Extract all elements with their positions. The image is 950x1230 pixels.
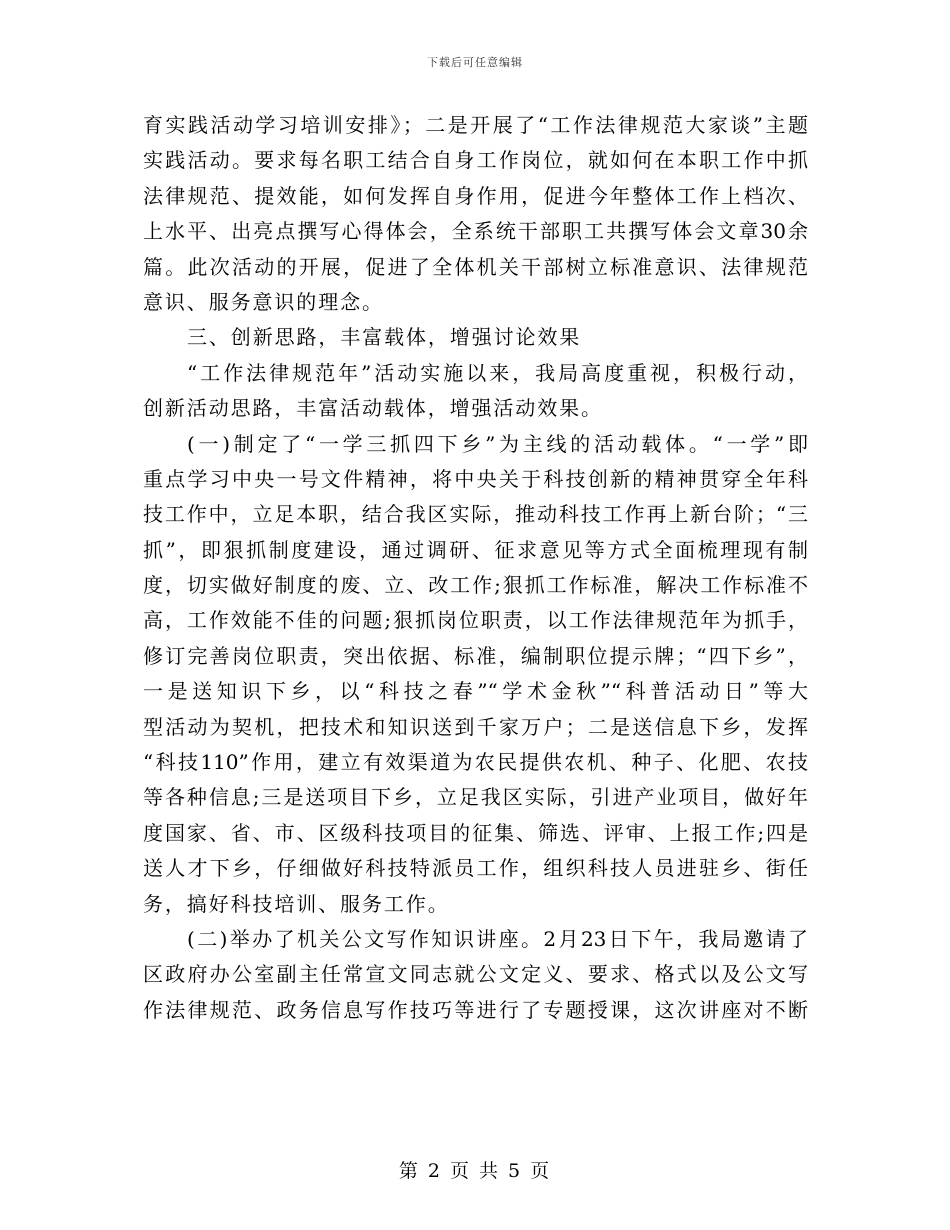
page-number: 第 2 页 共 5 页 [398,1160,552,1182]
paragraph-start-line: (一)制定了“一学三抓四下乡”为主线的活动载体。“一学”即 [187,431,808,456]
text-line: 务，搞好科技培训、服务工作。 [143,891,450,916]
text-line: 一是送知识下乡，以“科技之春”“学术金秋”“科普活动日”等大 [143,679,808,704]
text-line: 意识、服务意识的理念。 [143,289,384,314]
text-line: 度，切实做好制度的废、立、改工作;狠抓工作标准，解决工作标准不 [143,573,808,598]
text-line: 区政府办公室副主任常宣文同志就公文定义、要求、格式以及公文写 [143,962,808,987]
text-line: 抓”，即狠抓制度建设，通过调研、征求意见等方式全面梳理现有制 [143,537,808,562]
text-line: 度国家、省、市、区级科技项目的征集、筛选、评审、上报工作;四是 [143,820,808,845]
page-header: 下载后可任意编辑 [427,56,523,69]
section-heading: 三、创新思路，丰富载体，增强讨论效果 [187,325,582,350]
text-line: 上水平、出亮点撰写心得体会，全系统干部职工共撰写体会文章30余 [143,219,808,244]
text-line: 作法律规范、政务信息写作技巧等进行了专题授课，这次讲座对不断 [143,997,808,1022]
text-line: 育实践活动学习培训安排》；二是开展了“工作法律规范大家谈”主题 [143,113,808,137]
text-line: 高，工作效能不佳的问题;狠抓岗位职责，以工作法律规范年为抓手， [143,608,808,633]
paragraph-start-line: (二)举办了机关公文写作知识讲座。2月23日下午，我局邀请了 [187,926,808,951]
document-body [143,108,808,1028]
text-line: 实践活动。要求每名职工结合自身工作岗位，就如何在本职工作中抓 [143,148,808,173]
text-line: 等各种信息;三是送项目下乡，立足我区实际，引进产业项目，做好年 [143,785,808,810]
paragraph-start-line: “工作法律规范年”活动实施以来，我局高度重视，积极行动， [187,360,808,385]
text-line: 法律规范、提效能，如何发挥自身作用，促进今年整体工作上档次、 [143,183,808,208]
text-line: 技工作中，立足本职，结合我区实际，推动科技工作再上新台阶；“三 [143,502,808,527]
text-line: “科技110”作用，建立有效渠道为农民提供农机、种子、化肥、农技 [143,750,808,775]
text-line: 创新活动思路，丰富活动载体，增强活动效果。 [143,396,603,421]
text-line: 修订完善岗位职责，突出依据、标准，编制职位提示牌；“四下乡”， [143,643,808,668]
text-line: 型活动为契机，把技术和知识送到千家万户；二是送信息下乡，发挥 [143,714,808,739]
text-line: 送人才下乡，仔细做好科技特派员工作，组织科技人员进驻乡、街任 [143,856,808,881]
text-line: 重点学习中央一号文件精神，将中央关于科技创新的精神贯穿全年科 [143,466,808,491]
text-line: 篇。此次活动的开展，促进了全体机关干部树立标准意识、法律规范 [143,254,808,279]
